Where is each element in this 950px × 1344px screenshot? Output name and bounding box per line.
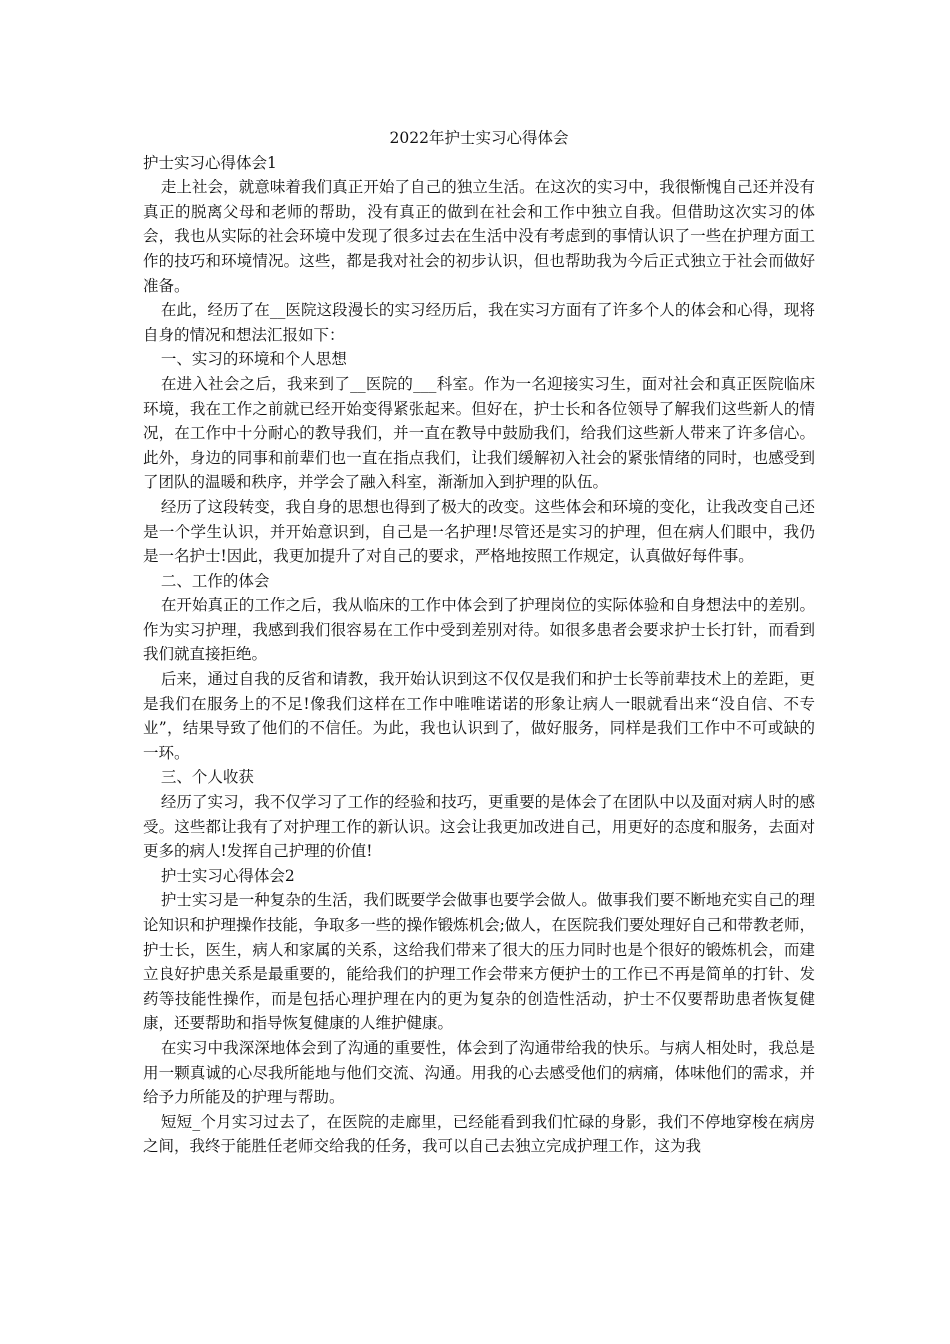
paragraph: 在开始真正的工作之后，我从临床的工作中体会到了护理岗位的实际体验和自身想法中的差别。作为实习护理，我感到我们很容易在工作中受到差别对待。如很多患者会要求护士长打针，而看到我们就直接拒绝。 [143, 596, 815, 664]
document-body [143, 126, 815, 1159]
paragraph: 短短_个月实习过去了，在医院的走廊里，已经能看到我们忙碌的身影，我们不停地穿梭在病房之间，我终于能胜任老师交给我的任务，我可以自己去独立完成护理工作，这为我 [143, 1112, 815, 1156]
paragraph: 护士实习心得体会2 [160, 866, 295, 885]
paragraph: 二、工作的体会 [160, 571, 270, 590]
paragraph: 走上社会，就意味着我们真正开始了自己的独立生活。在这次的实习中，我很惭愧自己还并没有真正的脱离父母和老师的帮助，没有真正的做到在社会和工作中独立自我。但借助这次实习的体会，我也从实际的社会环境中发现了很多过去在生活中没有考虑到的事情认识了一些在护理方面工作的技巧和环境情况。这些，都是我对社会的初步认识，但也帮助我为今后正式独立于社会而做好准备。 [143, 178, 815, 295]
paragraph: 护士实习是一种复杂的生活，我们既要学会做事也要学会做人。做事我们要不断地充实自己的理论知识和护理操作技能，争取多一些的操作锻炼机会;做人，在医院我们要处理好自己和带教老师，护士长，医生，病人和家属的关系，这给我们带来了很大的压力同时也是个很好的锻炼机会，而建立良好护患关系是最重要的，能给我们的护理工作会带来方便护士的工作已不再是简单的打针、发药等技能性操作，而是包括心理护理在内的更为复杂的创造性活动，护士不仅要帮助患者恢复健康，还要帮助和指导恢复健康的人维护健康。 [143, 891, 815, 1033]
paragraph: 在进入社会之后，我来到了__医院的___科室。作为一名迎接实习生，面对社会和真正医院临床环境，我在工作之前就已经开始变得紧张起来。但好在，护士长和各位领导了解我们这些新人的情况，在工作中十分耐心的教导我们，并一直在教导中鼓励我们，给我们这些新人带来了许多信心。此外，身边的同事和前辈们也一直在指点我们，让我们缓解初入社会的紧张情绪的同时，也感受到了团队的温暖和秩序，并学会了融入科室，渐渐加入到护理的队伍。 [143, 374, 815, 492]
document-title: 2022年护士实习心得体会 [389, 129, 569, 147]
paragraph: 在实习中我深深地体会到了沟通的重要性，体会到了沟通带给我的快乐。与病人相处时，我总是用一颗真诚的心尽我所能地与他们交流、沟通。用我的心去感受他们的病痛，体味他们的需求，并给予力所能及的护理与帮助。 [143, 1038, 815, 1107]
paragraph: 护士实习心得体会1 [143, 153, 277, 172]
paragraph: 在此，经历了在__医院这段漫长的实习经历后，我在实习方面有了许多个人的体会和心得，现将自身的情况和想法汇报如下： [143, 301, 815, 344]
paragraph: 经历了这段转变，我自身的思想也得到了极大的改变。这些体会和环境的变化，让我改变自己还是一个学生认识，并开始意识到，自己是一名护理!尽管还是实习的护理，但在病人们眼中，我仍是一名护士!因此，我更加提升了对自己的要求，严格地按照工作规定，认真做好每件事。 [143, 497, 815, 566]
paragraph: 经历了实习，我不仅学习了工作的经验和技巧，更重要的是体会了在团队中以及面对病人时的感受。这些都让我有了对护理工作的新认识。这会让我更加改进自己，用更好的态度和服务，去面对更多的病人!发挥自己护理的价值! [143, 793, 815, 861]
paragraph-list [143, 151, 815, 1159]
paragraph: 后来，通过自我的反省和请教，我开始认识到这不仅仅是我们和护士长等前辈技术上的差距，更是我们在服务上的不足!像我们这样在工作中唯唯诺诺的形象让病人一眼就看出来“没自信、不专业”，结果导致了他们的不信任。为此，我也认识到了，做好服务，同样是我们工作中不可或缺的一环。 [143, 670, 815, 762]
paragraph: 一、实习的环境和个人思想 [160, 350, 347, 369]
paragraph: 三、个人收获 [160, 768, 254, 787]
